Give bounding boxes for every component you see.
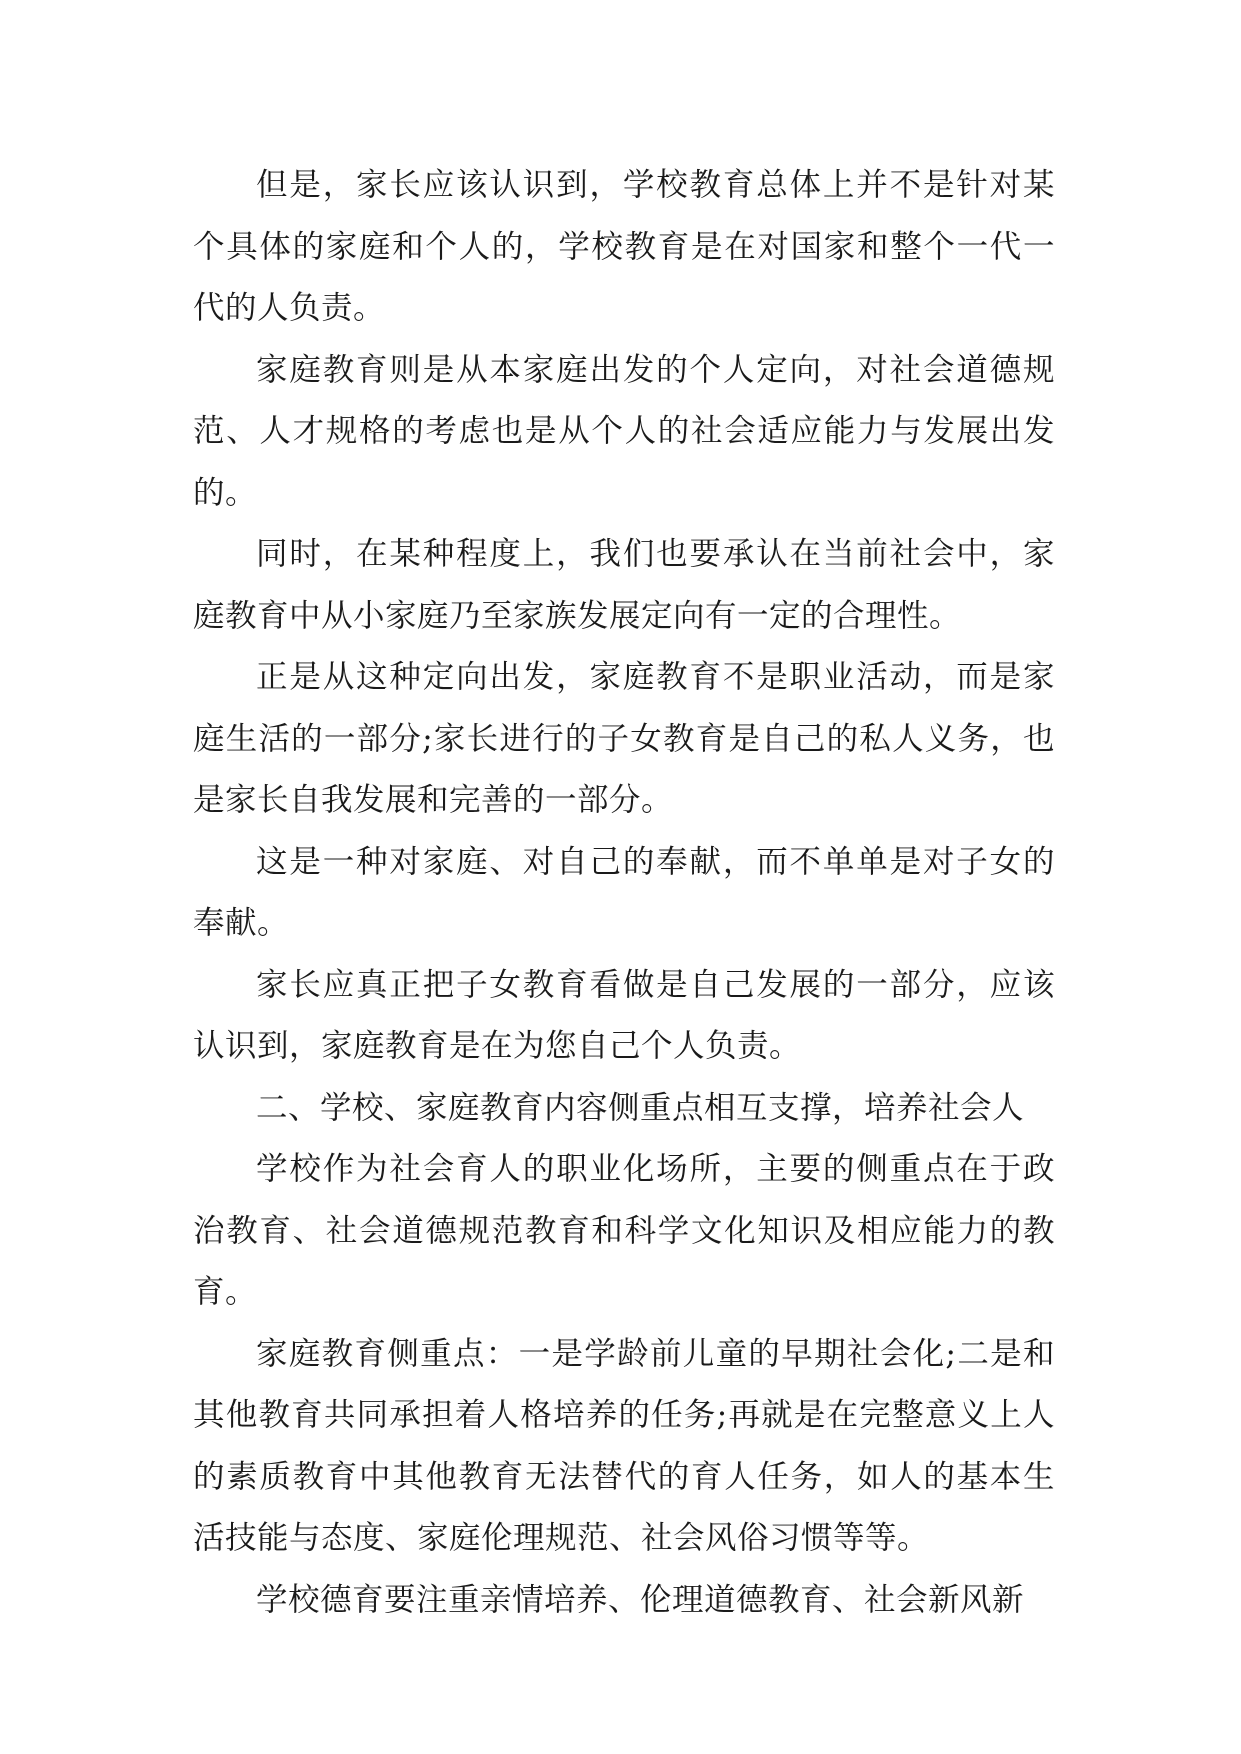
paragraph: 学校德育要注重亲情培养、伦理道德教育、社会新风新 (256, 1581, 1025, 1618)
paragraph: 这是一种对家庭、对自己的奉献，而不单单是对子女的奉献。 (193, 843, 1055, 941)
section-heading: 二、学校、家庭教育内容侧重点相互支撑，培养社会人 (256, 1089, 1025, 1126)
paragraph: 家长应真正把子女教育看做是自己发展的一部分，应该认识到，家庭教育是在为您自己个人负责。 (193, 966, 1055, 1064)
paragraph: 同时，在某种程度上，我们也要承认在当前社会中，家庭教育中从小家庭乃至家族发展定向有一定的合理性。 (193, 536, 1055, 634)
paragraph: 家庭教育侧重点：一是学龄前儿童的早期社会化;二是和其他教育共同承担着人格培养的任务;再就是在完整意义上人的素质教育中其他教育无法替代的育人任务，如人的基本生活技能与态度、家庭伦理规范、社会风俗习惯等等。 (193, 1335, 1055, 1556)
document-body (193, 155, 1055, 1631)
paragraph: 正是从这种定向出发，家庭教育不是职业活动，而是家庭生活的一部分;家长进行的子女教育是自己的私人义务，也是家长自我发展和完善的一部分。 (193, 659, 1055, 818)
paragraph: 学校作为社会育人的职业化场所，主要的侧重点在于政治教育、社会道德规范教育和科学文化知识及相应能力的教育。 (193, 1151, 1055, 1310)
paragraph: 家庭教育则是从本家庭出发的个人定向，对社会道德规范、人才规格的考虑也是从个人的社会适应能力与发展出发的。 (193, 351, 1055, 511)
paragraph: 但是，家长应该认识到，学校教育总体上并不是针对某个具体的家庭和个人的，学校教育是在对国家和整个一代一代的人负责。 (193, 167, 1055, 326)
